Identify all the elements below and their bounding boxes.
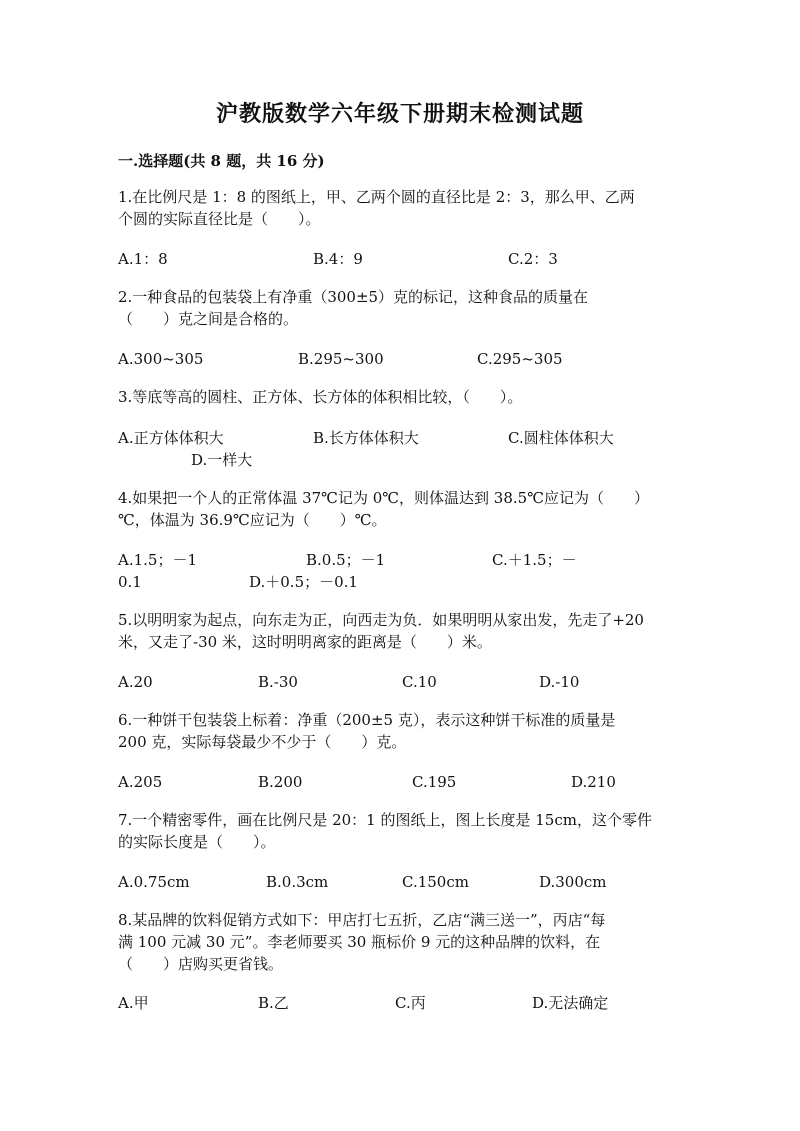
question-5	[118, 609, 678, 653]
question-text-line: 米，又走了-30 米，这时明明离家的距离是（ ）米。	[118, 633, 492, 651]
question-3	[118, 386, 678, 408]
option-d: D.一样大	[191, 451, 253, 469]
option-b: B.0.3cm	[266, 873, 329, 891]
option-a: A.正方体体积大	[118, 429, 224, 447]
question-7	[118, 809, 678, 853]
question-text-line: 1.在比例尺是 1：8 的图纸上，甲、乙两个圆的直径比是 2：3，那么甲、乙两	[118, 188, 635, 206]
option-d: D.300cm	[539, 873, 607, 891]
question-8	[118, 909, 678, 975]
option-c: C.2：3	[508, 250, 558, 268]
option-c-continued: 0.1	[118, 573, 142, 591]
option-c: C.10	[402, 673, 437, 691]
option-c: C.150cm	[402, 873, 469, 891]
option-b: B.4：9	[313, 250, 363, 268]
question-4	[118, 487, 678, 531]
option-a: A.1：8	[118, 250, 168, 268]
question-2	[118, 286, 678, 330]
question-text-line: 6.一种饼干包装袋上标着：净重（200±5 克），表示这种饼干标准的质量是	[118, 711, 616, 729]
option-d: D.＋0.5；－0.1	[249, 573, 358, 591]
question-6	[118, 709, 678, 753]
question-1	[118, 186, 678, 230]
question-text-line: （ ）店购买更省钱。	[118, 955, 284, 973]
option-a: A.1.5；－1	[118, 551, 197, 569]
option-a: A.300~305	[118, 350, 204, 368]
option-a: A.20	[118, 673, 153, 691]
option-b: B.200	[258, 773, 303, 791]
option-b: B.-30	[258, 673, 298, 691]
option-a: A.0.75cm	[118, 873, 190, 891]
question-text-line: 的实际长度是（ ）。	[118, 833, 276, 851]
option-a: A.甲	[118, 994, 149, 1012]
question-text-line: 个圆的实际直径比是（ ）。	[118, 210, 321, 228]
question-text-line: 200 克，实际每袋最少不少于（ ）克。	[118, 733, 407, 751]
question-text-line: 2.一种食品的包装袋上有净重（300±5）克的标记，这种食品的质量在	[118, 288, 589, 306]
question-text-line: （ ）克之间是合格的。	[118, 310, 299, 328]
option-c: C.195	[412, 773, 457, 791]
section-heading: 一.选择题(共 8 题，共 16 分)	[118, 152, 325, 170]
option-d: D.无法确定	[532, 994, 609, 1012]
option-b: B.0.5；－1	[306, 551, 386, 569]
option-c: C.295~305	[477, 350, 563, 368]
option-b: B.乙	[258, 994, 289, 1012]
question-text-line: 3.等底等高的圆柱、正方体、长方体的体积相比较，（ ）。	[118, 388, 523, 406]
question-text-line: 7.一个精密零件，画在比例尺是 20：1 的图纸上，图上长度是 15cm，这个零件	[118, 811, 652, 829]
option-c: C.丙	[395, 994, 426, 1012]
question-text-line: 4.如果把一个人的正常体温 37℃记为 0℃，则体温达到 38.5℃应记为（ ）	[118, 489, 649, 507]
question-text-line: ℃，体温为 36.9℃应记为（ ）℃。	[118, 511, 387, 529]
option-c: C.＋1.5；－	[492, 551, 577, 569]
page-title: 沪教版数学六年级下册期末检测试题	[215, 101, 584, 127]
option-a: A.205	[118, 773, 163, 791]
question-text-line: 5.以明明家为起点，向东走为正，向西走为负．如果明明从家出发，先走了+20	[118, 611, 644, 629]
option-d: D.-10	[539, 673, 580, 691]
question-text-line: 满 100 元减 30 元”。李老师要买 30 瓶标价 9 元的这种品牌的饮料，在	[118, 933, 601, 951]
question-text-line: 8.某品牌的饮料促销方式如下：甲店打七五折，乙店“满三送一”，丙店“每	[118, 911, 606, 929]
option-b: B.长方体体积大	[313, 429, 419, 447]
option-d: D.210	[571, 773, 616, 791]
option-c: C.圆柱体体积大	[508, 429, 614, 447]
option-b: B.295~300	[298, 350, 384, 368]
